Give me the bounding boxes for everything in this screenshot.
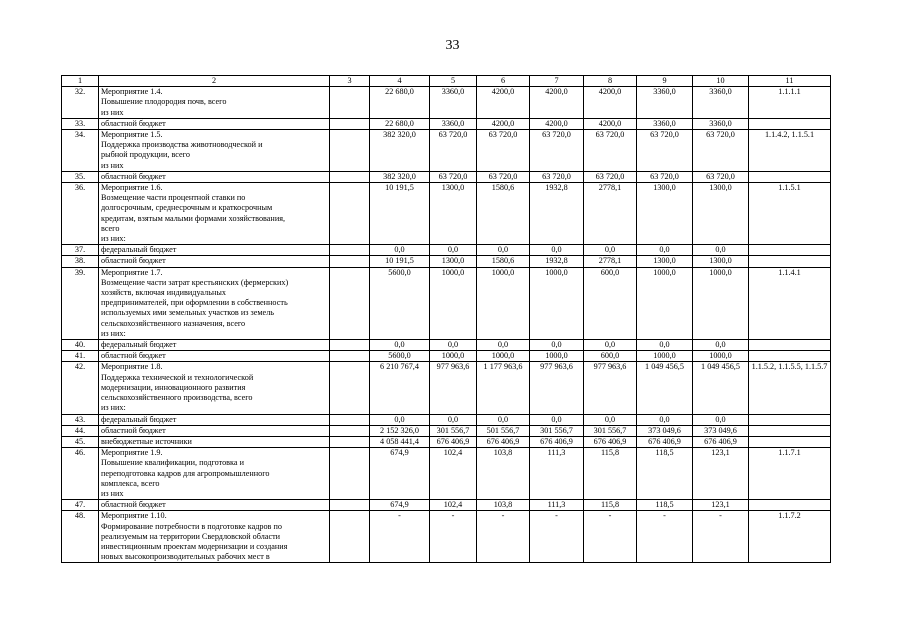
description-line: Мероприятие 1.10. bbox=[101, 511, 167, 521]
value-cell: 1000,0 bbox=[530, 351, 584, 362]
value-cell: 301 556,7 bbox=[430, 425, 477, 436]
value-cell: 1300,0 bbox=[637, 183, 693, 245]
description-line: комплекса, всего bbox=[101, 478, 160, 488]
description-line: Мероприятие 1.9. bbox=[101, 448, 163, 458]
value-cell: 0,0 bbox=[637, 340, 693, 351]
value-cell: 4 058 441,4 bbox=[370, 436, 430, 447]
row-number: 47. bbox=[62, 500, 99, 511]
value-cell: 3360,0 bbox=[693, 87, 749, 119]
description-line: федеральный бюджет bbox=[101, 340, 177, 350]
row-description bbox=[99, 436, 330, 447]
value-cell: 1000,0 bbox=[637, 351, 693, 362]
target-indicator-ref bbox=[749, 425, 831, 436]
value-cell: 102,4 bbox=[430, 448, 477, 500]
value-cell: 0,0 bbox=[693, 414, 749, 425]
value-cell: 1300,0 bbox=[430, 183, 477, 245]
value-cell: 10 191,5 bbox=[370, 183, 430, 245]
value-cell: 676 406,9 bbox=[430, 436, 477, 447]
target-indicator-ref: 1.1.7.2 bbox=[749, 511, 831, 563]
value-cell: 115,8 bbox=[584, 500, 637, 511]
table-row bbox=[62, 130, 831, 172]
value-cell: - bbox=[477, 511, 530, 563]
value-cell: 301 556,7 bbox=[584, 425, 637, 436]
value-cell: 1 049 456,5 bbox=[693, 362, 749, 414]
value-cell: 0,0 bbox=[530, 340, 584, 351]
target-indicator-ref: 1.1.5.2, 1.1.5.5, 1.1.5.7 bbox=[749, 362, 831, 414]
table-row bbox=[62, 448, 831, 500]
header-row bbox=[62, 76, 831, 87]
table-body bbox=[62, 76, 831, 563]
value-cell: 63 720,0 bbox=[584, 171, 637, 182]
description-line: областной бюджет bbox=[101, 425, 166, 435]
value-cell: 1 177 963,6 bbox=[477, 362, 530, 414]
description-line: модернизации, инновационного развития bbox=[101, 382, 246, 392]
header-cell: 5 bbox=[430, 76, 477, 87]
budget-table bbox=[61, 75, 831, 563]
value-cell: 3360,0 bbox=[430, 87, 477, 119]
table-row bbox=[62, 256, 831, 267]
description-line: областной бюджет bbox=[101, 171, 166, 181]
value-cell: 3360,0 bbox=[430, 118, 477, 129]
value-cell: - bbox=[530, 511, 584, 563]
description-line: инвестиционным проектам модернизации и создания bbox=[101, 541, 288, 551]
value-cell: 1000,0 bbox=[430, 267, 477, 339]
description-line: Поддержка технической и технологической bbox=[101, 372, 254, 382]
value-cell: 0,0 bbox=[637, 414, 693, 425]
value-cell: 382 320,0 bbox=[370, 130, 430, 172]
value-cell: 111,3 bbox=[530, 500, 584, 511]
row-description bbox=[99, 256, 330, 267]
column-3-cell bbox=[330, 267, 370, 339]
row-description bbox=[99, 245, 330, 256]
value-cell: 0,0 bbox=[370, 340, 430, 351]
column-3-cell bbox=[330, 183, 370, 245]
column-3-cell bbox=[330, 351, 370, 362]
target-indicator-ref bbox=[749, 171, 831, 182]
description-line: долгосрочным, среднесрочным и краткосрочным bbox=[101, 203, 273, 213]
column-3-cell bbox=[330, 500, 370, 511]
description-line: Повышение квалификации, подготовка и bbox=[101, 458, 244, 468]
value-cell: 63 720,0 bbox=[530, 130, 584, 172]
description-line: областной бюджет bbox=[101, 351, 166, 361]
value-cell: - bbox=[370, 511, 430, 563]
table-row bbox=[62, 436, 831, 447]
header-cell: 9 bbox=[637, 76, 693, 87]
table-row bbox=[62, 340, 831, 351]
value-cell: 22 680,0 bbox=[370, 87, 430, 119]
column-3-cell bbox=[330, 448, 370, 500]
value-cell: 676 406,9 bbox=[477, 436, 530, 447]
column-3-cell bbox=[330, 171, 370, 182]
value-cell: 0,0 bbox=[637, 245, 693, 256]
row-number: 40. bbox=[62, 340, 99, 351]
description-line: сельскохозяйственного назначения, всего bbox=[101, 318, 246, 328]
description-line: предпринимателей, при оформлении в собственность bbox=[101, 298, 288, 308]
value-cell: 6 210 767,4 bbox=[370, 362, 430, 414]
value-cell: 373 049,6 bbox=[693, 425, 749, 436]
description-line: Мероприятие 1.6. bbox=[101, 183, 163, 193]
value-cell: 1932,8 bbox=[530, 183, 584, 245]
row-description bbox=[99, 414, 330, 425]
value-cell: 63 720,0 bbox=[637, 171, 693, 182]
value-cell: 115,8 bbox=[584, 448, 637, 500]
column-3-cell bbox=[330, 362, 370, 414]
description-line: из них bbox=[101, 160, 124, 170]
table-row bbox=[62, 414, 831, 425]
target-indicator-ref bbox=[749, 436, 831, 447]
description-line: из них: bbox=[101, 328, 126, 338]
value-cell: 1000,0 bbox=[530, 267, 584, 339]
value-cell: 2778,1 bbox=[584, 183, 637, 245]
description-line: Поддержка производства животноводческой и bbox=[101, 140, 263, 150]
row-number: 45. bbox=[62, 436, 99, 447]
value-cell: 63 720,0 bbox=[477, 171, 530, 182]
column-3-cell bbox=[330, 256, 370, 267]
value-cell: 0,0 bbox=[430, 245, 477, 256]
target-indicator-ref bbox=[749, 118, 831, 129]
header-cell: 8 bbox=[584, 76, 637, 87]
value-cell: 63 720,0 bbox=[693, 130, 749, 172]
value-cell: 1932,8 bbox=[530, 256, 584, 267]
value-cell: 0,0 bbox=[477, 245, 530, 256]
value-cell: - bbox=[430, 511, 477, 563]
value-cell: 0,0 bbox=[477, 414, 530, 425]
description-line: Мероприятие 1.7. bbox=[101, 267, 163, 277]
target-indicator-ref bbox=[749, 256, 831, 267]
description-line: из них: bbox=[101, 234, 126, 244]
row-description bbox=[99, 362, 330, 414]
row-number: 46. bbox=[62, 448, 99, 500]
target-indicator-ref: 1.1.5.1 bbox=[749, 183, 831, 245]
value-cell: 103,8 bbox=[477, 500, 530, 511]
value-cell: 0,0 bbox=[693, 245, 749, 256]
target-indicator-ref bbox=[749, 340, 831, 351]
value-cell: 118,5 bbox=[637, 448, 693, 500]
description-line: из них bbox=[101, 488, 124, 498]
value-cell: 0,0 bbox=[693, 340, 749, 351]
value-cell: 0,0 bbox=[584, 245, 637, 256]
value-cell: 3360,0 bbox=[693, 118, 749, 129]
value-cell: 1000,0 bbox=[477, 351, 530, 362]
row-description bbox=[99, 448, 330, 500]
value-cell: 4200,0 bbox=[477, 87, 530, 119]
value-cell: 0,0 bbox=[430, 414, 477, 425]
target-indicator-ref bbox=[749, 500, 831, 511]
table-row bbox=[62, 118, 831, 129]
value-cell: 1000,0 bbox=[693, 351, 749, 362]
row-description bbox=[99, 130, 330, 172]
description-line: рыбной продукции, всего bbox=[101, 150, 190, 160]
value-cell: 3360,0 bbox=[637, 118, 693, 129]
value-cell: 22 680,0 bbox=[370, 118, 430, 129]
value-cell: 676 406,9 bbox=[637, 436, 693, 447]
value-cell: 600,0 bbox=[584, 267, 637, 339]
value-cell: 600,0 bbox=[584, 351, 637, 362]
row-number: 34. bbox=[62, 130, 99, 172]
table-row bbox=[62, 267, 831, 339]
description-line: Формирование потребности в подготовке кадров по bbox=[101, 521, 282, 531]
value-cell: 676 406,9 bbox=[530, 436, 584, 447]
row-description bbox=[99, 511, 330, 563]
value-cell: 63 720,0 bbox=[477, 130, 530, 172]
row-number: 43. bbox=[62, 414, 99, 425]
value-cell: 4200,0 bbox=[584, 87, 637, 119]
column-3-cell bbox=[330, 340, 370, 351]
value-cell: 1000,0 bbox=[477, 267, 530, 339]
value-cell: 63 720,0 bbox=[430, 130, 477, 172]
table-row bbox=[62, 351, 831, 362]
target-indicator-ref: 1.1.7.1 bbox=[749, 448, 831, 500]
table-row bbox=[62, 425, 831, 436]
description-line: федеральный бюджет bbox=[101, 245, 177, 255]
value-cell: 501 556,7 bbox=[477, 425, 530, 436]
value-cell: 1000,0 bbox=[693, 267, 749, 339]
column-3-cell bbox=[330, 511, 370, 563]
description-line: Мероприятие 1.8. bbox=[101, 362, 163, 372]
row-description bbox=[99, 500, 330, 511]
description-line: реализуемым на территории Свердловской области bbox=[101, 531, 281, 541]
value-cell: - bbox=[584, 511, 637, 563]
header-cell: 4 bbox=[370, 76, 430, 87]
description-line: используемых ими земельных участков из земель bbox=[101, 308, 275, 318]
value-cell: - bbox=[693, 511, 749, 563]
description-line: Возмещение части процентной ставки по bbox=[101, 193, 246, 203]
value-cell: 4200,0 bbox=[530, 87, 584, 119]
value-cell: 977 963,6 bbox=[584, 362, 637, 414]
value-cell: 977 963,6 bbox=[530, 362, 584, 414]
description-line: переподготовка кадров для агропромышленного bbox=[101, 468, 270, 478]
description-line: новых высокопроизводительных рабочих мест в bbox=[101, 552, 270, 562]
value-cell: 63 720,0 bbox=[693, 171, 749, 182]
column-3-cell bbox=[330, 414, 370, 425]
column-3-cell bbox=[330, 130, 370, 172]
target-indicator-ref bbox=[749, 245, 831, 256]
header-cell: 6 bbox=[477, 76, 530, 87]
value-cell: 1580,6 bbox=[477, 256, 530, 267]
value-cell: 1580,6 bbox=[477, 183, 530, 245]
value-cell: 0,0 bbox=[584, 340, 637, 351]
value-cell: 2 152 326,0 bbox=[370, 425, 430, 436]
value-cell: 2778,1 bbox=[584, 256, 637, 267]
description-line: внебюджетные источники bbox=[101, 436, 192, 446]
description-line: Возмещение части затрат крестьянских (фермерских) bbox=[101, 277, 289, 287]
value-cell: 123,1 bbox=[693, 500, 749, 511]
target-indicator-ref: 1.1.4.2, 1.1.5.1 bbox=[749, 130, 831, 172]
description-line: из них bbox=[101, 107, 124, 117]
target-indicator-ref bbox=[749, 351, 831, 362]
row-number: 48. bbox=[62, 511, 99, 563]
header-cell: 2 bbox=[99, 76, 330, 87]
value-cell: 103,8 bbox=[477, 448, 530, 500]
row-description bbox=[99, 340, 330, 351]
value-cell: 1000,0 bbox=[637, 267, 693, 339]
row-description bbox=[99, 351, 330, 362]
row-number: 39. bbox=[62, 267, 99, 339]
value-cell: 1300,0 bbox=[637, 256, 693, 267]
value-cell: 63 720,0 bbox=[430, 171, 477, 182]
value-cell: 0,0 bbox=[370, 245, 430, 256]
value-cell: 373 049,6 bbox=[637, 425, 693, 436]
description-line: областной бюджет bbox=[101, 118, 166, 128]
value-cell: 63 720,0 bbox=[530, 171, 584, 182]
value-cell: 0,0 bbox=[430, 340, 477, 351]
table-row bbox=[62, 511, 831, 563]
value-cell: 123,1 bbox=[693, 448, 749, 500]
value-cell: 1000,0 bbox=[430, 351, 477, 362]
column-3-cell bbox=[330, 425, 370, 436]
value-cell: 1300,0 bbox=[693, 183, 749, 245]
row-number: 33. bbox=[62, 118, 99, 129]
value-cell: 63 720,0 bbox=[584, 130, 637, 172]
row-description bbox=[99, 171, 330, 182]
column-3-cell bbox=[330, 436, 370, 447]
value-cell: 102,4 bbox=[430, 500, 477, 511]
column-3-cell bbox=[330, 118, 370, 129]
row-description bbox=[99, 118, 330, 129]
table-row bbox=[62, 500, 831, 511]
value-cell: 5600,0 bbox=[370, 267, 430, 339]
target-indicator-ref: 1.1.1.1 bbox=[749, 87, 831, 119]
row-number: 32. bbox=[62, 87, 99, 119]
column-3-cell bbox=[330, 87, 370, 119]
value-cell: 1 049 456,5 bbox=[637, 362, 693, 414]
target-indicator-ref bbox=[749, 414, 831, 425]
description-line: областной бюджет bbox=[101, 256, 166, 266]
value-cell: 1300,0 bbox=[693, 256, 749, 267]
value-cell: 0,0 bbox=[530, 414, 584, 425]
value-cell: 674,9 bbox=[370, 448, 430, 500]
description-line: сельскохозяйственного производства, всего bbox=[101, 393, 253, 403]
value-cell: 0,0 bbox=[584, 414, 637, 425]
row-number: 35. bbox=[62, 171, 99, 182]
row-number: 38. bbox=[62, 256, 99, 267]
description-line: кредитам, взятым малыми формами хозяйствования, bbox=[101, 213, 286, 223]
value-cell: 676 406,9 bbox=[584, 436, 637, 447]
description-line: Повышение плодородия почв, всего bbox=[101, 97, 227, 107]
table-row bbox=[62, 171, 831, 182]
header-cell: 7 bbox=[530, 76, 584, 87]
row-description bbox=[99, 267, 330, 339]
value-cell: 0,0 bbox=[370, 414, 430, 425]
value-cell: 4200,0 bbox=[477, 118, 530, 129]
description-line: из них: bbox=[101, 403, 126, 413]
value-cell: 111,3 bbox=[530, 448, 584, 500]
table-row bbox=[62, 362, 831, 414]
value-cell: 5600,0 bbox=[370, 351, 430, 362]
row-number: 37. bbox=[62, 245, 99, 256]
value-cell: 4200,0 bbox=[584, 118, 637, 129]
row-number: 44. bbox=[62, 425, 99, 436]
row-description bbox=[99, 87, 330, 119]
value-cell: - bbox=[637, 511, 693, 563]
description-line: Мероприятие 1.5. bbox=[101, 130, 163, 140]
value-cell: 10 191,5 bbox=[370, 256, 430, 267]
table-row bbox=[62, 183, 831, 245]
header-cell: 3 bbox=[330, 76, 370, 87]
value-cell: 4200,0 bbox=[530, 118, 584, 129]
value-cell: 3360,0 bbox=[637, 87, 693, 119]
description-line: Мероприятие 1.4. bbox=[101, 87, 163, 97]
row-description bbox=[99, 425, 330, 436]
value-cell: 0,0 bbox=[530, 245, 584, 256]
row-description bbox=[99, 183, 330, 245]
header-cell: 1 bbox=[62, 76, 99, 87]
value-cell: 0,0 bbox=[477, 340, 530, 351]
column-3-cell bbox=[330, 245, 370, 256]
page-number: 33 bbox=[445, 38, 460, 53]
value-cell: 301 556,7 bbox=[530, 425, 584, 436]
value-cell: 118,5 bbox=[637, 500, 693, 511]
value-cell: 674,9 bbox=[370, 500, 430, 511]
value-cell: 63 720,0 bbox=[637, 130, 693, 172]
row-number: 42. bbox=[62, 362, 99, 414]
description-line: федеральный бюджет bbox=[101, 414, 177, 424]
target-indicator-ref: 1.1.4.1 bbox=[749, 267, 831, 339]
description-line: областной бюджет bbox=[101, 500, 166, 510]
description-line: хозяйств, включая индивидуальных bbox=[101, 288, 226, 298]
value-cell: 977 963,6 bbox=[430, 362, 477, 414]
value-cell: 382 320,0 bbox=[370, 171, 430, 182]
value-cell: 676 406,9 bbox=[693, 436, 749, 447]
header-cell: 11 bbox=[749, 76, 831, 87]
row-number: 41. bbox=[62, 351, 99, 362]
table-row bbox=[62, 87, 831, 119]
description-line: всего bbox=[101, 223, 120, 233]
value-cell: 1300,0 bbox=[430, 256, 477, 267]
row-number: 36. bbox=[62, 183, 99, 245]
table-row bbox=[62, 245, 831, 256]
header-cell: 10 bbox=[693, 76, 749, 87]
